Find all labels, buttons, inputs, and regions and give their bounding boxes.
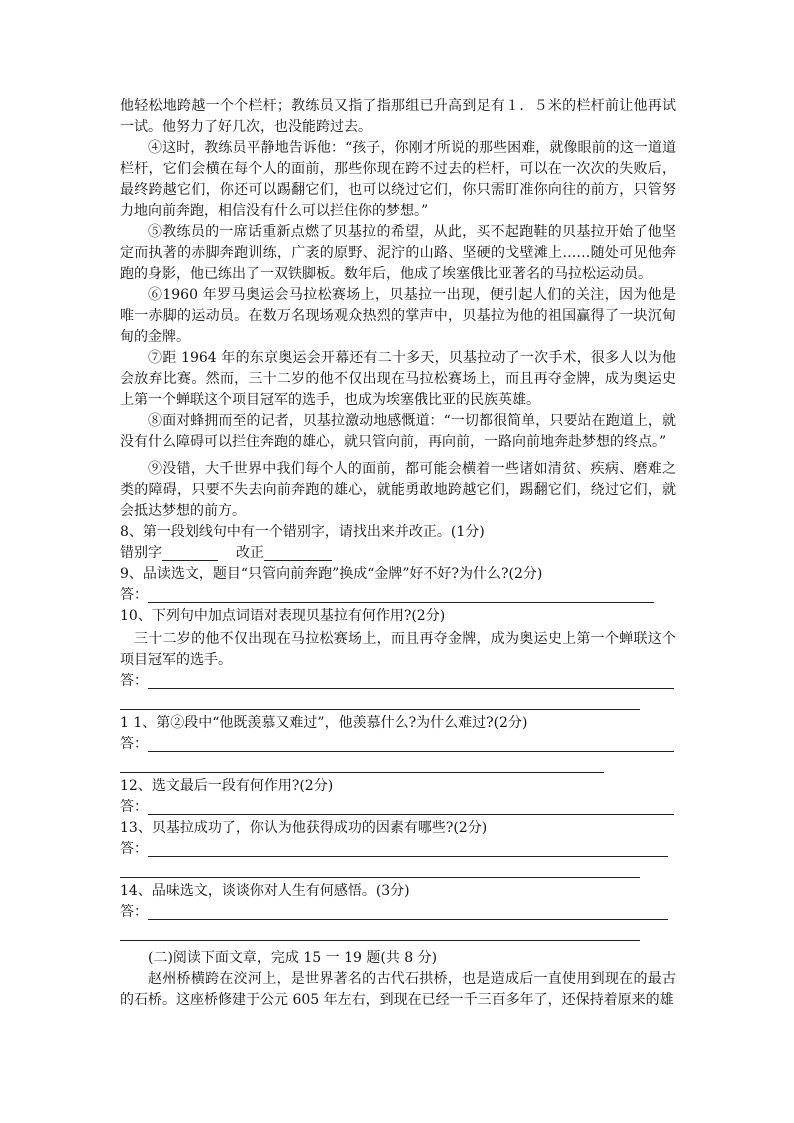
question-10: 10、下列句中加点词语对表现贝基拉有何作用?(2分)	[120, 608, 446, 624]
question-13: 13、贝基拉成功了，你认为他获得成功的因素有哪些?(2分)	[120, 820, 488, 836]
wrong-char-label: 错别字	[120, 545, 162, 561]
paragraph-continued: 他轻松地跨越一个个栏杆；教练员又指了指那组已升高到足有１．５米的栏杆前让他再试一试。他努力了好几次，也没能跨过去。	[120, 98, 676, 135]
question-11-answer-row	[120, 734, 676, 755]
question-8-answer-row	[120, 543, 676, 564]
question-14-answer-line-2	[120, 923, 676, 944]
question-12-answer-row	[120, 797, 676, 818]
answer-line[interactable]	[148, 919, 668, 920]
question-12: 12、选文最后一段有何作用?(2分)	[120, 778, 334, 794]
answer-line[interactable]	[120, 940, 640, 941]
answer-label: 答：	[120, 904, 148, 920]
answer-line[interactable]	[148, 856, 668, 857]
wrong-char-blank[interactable]	[162, 560, 218, 561]
paragraph-6: ⑥1960 年罗马奥运会马拉松赛场上，贝基拉一出现，便引起人们的关注，因为他是唯一赤脚的运动员。在数万名现场观众热烈的掌声中，贝基拉为他的祖国赢得了一块沉甸甸的金牌。	[120, 287, 676, 345]
question-10-answer-row	[120, 671, 676, 692]
answer-line[interactable]	[120, 772, 604, 773]
question-11: 1 1、第②段中“他既羡慕又难过”，他羡慕什么?为什么难过?(2分)	[120, 715, 528, 731]
answer-label: 答：	[120, 799, 148, 815]
answer-label: 答：	[120, 673, 148, 689]
answer-line[interactable]	[148, 602, 654, 603]
document-page	[120, 96, 676, 1011]
question-9-answer-row	[120, 585, 676, 606]
answer-line[interactable]	[148, 751, 674, 752]
section-2-intro: 赵州桥横跨在洨河上，是世界著名的古代石拱桥，也是造成后一直使用到现在的最古的石桥。这座桥修建于公元 605 年左右，到现在已经一千三百多年了，还保持着原来的雄	[120, 971, 676, 1008]
paragraph-9: ⑨没错，大千世界中我们每个人的面前，都可能会横着一些诸如清贫、疾病、磨难之类的障碍，只要不失去向前奔跑的雄心，就能勇敢地跨越它们，踢翻它们，绕过它们，就会抵达梦想的前方。	[120, 461, 676, 519]
question-9: 9、品读选文，题目“只管向前奔跑”换成“金牌”好不好?为什么?(2分)	[120, 566, 543, 582]
paragraph-4: ④这时，教练员平静地告诉他：“孩子，你刚才所说的那些困难，就像眼前的这一道道栏杆，它们会横在每个人的面前，那些你现在跨不过去的栏杆，可以在一次次的失败后，最终跨越它们，你还可以踢翻它们，也可以绕过它们，你只需盯准你向往的前方，只管努力地向前奔跑，相信没有什么可以拦住你的梦想。”	[120, 140, 676, 219]
answer-line[interactable]	[120, 877, 640, 878]
question-10-sentence: 三十二岁的他不仅出现在马拉松赛场上，而且再夺金牌，成为奥运史上第一个蝉联这个项目冠军的选手。	[120, 631, 676, 668]
paragraph-7: ⑦距 1964 年的东京奥运会开幕还有二十多天，贝基拉动了一次手术，很多人以为他会放弃比赛。然而，三十二岁的他不仅出现在马拉松赛场上，而且再夺金牌，成为奥运史上第一个蝉联这个项目冠军的选手，也成为埃塞俄比亚的民族英雄。	[120, 350, 676, 408]
question-13-answer-row	[120, 839, 676, 860]
answer-label: 答：	[120, 736, 148, 752]
paragraph-8: ⑧面对蜂拥而至的记者，贝基拉激动地感慨道：“一切都很简单，只要站在跑道上，就没有什么障碍可以拦住奔跑的雄心，就只管向前，再向前，一路向前地奔赴梦想的终点。”	[120, 413, 676, 450]
question-10-answer-line-2	[120, 692, 676, 713]
answer-label: 答：	[120, 841, 148, 857]
answer-label: 答：	[120, 587, 148, 603]
answer-line[interactable]	[148, 814, 674, 815]
answer-line[interactable]	[120, 709, 640, 710]
question-11-answer-line-2	[120, 755, 676, 776]
answer-line[interactable]	[148, 688, 674, 689]
section-2-heading: (二)阅读下面文章，完成 15 一 19 题(共 8 分)	[148, 950, 438, 966]
correction-blank[interactable]	[264, 560, 332, 561]
correction-label: 改正	[236, 545, 264, 561]
question-14-answer-row	[120, 902, 676, 923]
question-14: 14、品味选文，谈谈你对人生有何感悟。(3分)	[120, 883, 410, 899]
paragraph-5: ⑤教练员的一席话重新点燃了贝基拉的希望，从此，买不起跑鞋的贝基拉开始了他坚定而执著的赤脚奔跑训练，广袤的原野、泥泞的山路、坚硬的戈壁滩上……随处可见他奔跑的身影，他已练出了一双铁脚板。数年后，他成了埃塞俄比亚著名的马拉松运动员。	[120, 224, 676, 282]
question-8: 8、第一段划线句中有一个错别字，请找出来并改正。(1分)	[120, 524, 485, 540]
question-13-answer-line-2	[120, 860, 676, 881]
